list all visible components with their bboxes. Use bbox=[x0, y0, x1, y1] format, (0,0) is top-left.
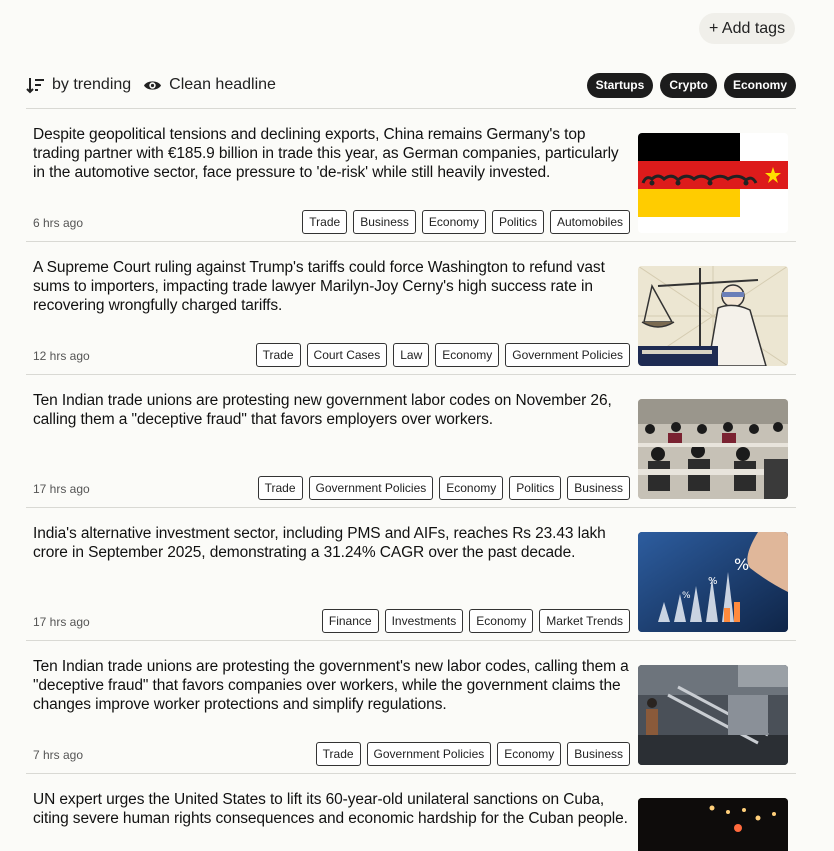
svg-text:%: % bbox=[734, 555, 750, 574]
svg-text:%: % bbox=[708, 576, 718, 587]
tag[interactable]: Trade bbox=[316, 742, 361, 766]
tag[interactable]: Economy bbox=[439, 476, 503, 500]
article-headline[interactable]: UN expert urges the United States to lift its 60-year-old unilateral sanctions on Cuba, citing severe human rights consequences and economic hardship for the Cuban people. bbox=[33, 791, 628, 827]
sort-label: by trending bbox=[52, 76, 132, 93]
article-feed bbox=[26, 108, 796, 851]
chip-economy[interactable]: Economy bbox=[724, 73, 796, 98]
article-card[interactable] bbox=[26, 507, 796, 640]
article-card[interactable] bbox=[26, 241, 796, 374]
article-time: 6 hrs ago bbox=[33, 216, 84, 230]
eye-icon bbox=[143, 76, 162, 95]
tag[interactable]: Trade bbox=[258, 476, 303, 500]
article-headline[interactable]: India's alternative investment sector, including PMS and AIFs, reaches Rs 23.43 lakh crore in September 2025, demonstrating a 31.24% CAGR over the past decade. bbox=[33, 525, 606, 561]
article-tags bbox=[310, 742, 630, 766]
article-tags bbox=[250, 343, 630, 367]
garment-factory-image bbox=[638, 399, 788, 499]
article-thumbnail[interactable] bbox=[638, 399, 788, 499]
clean-headline-toggle[interactable] bbox=[143, 76, 276, 95]
tag[interactable]: Business bbox=[567, 476, 630, 500]
article-headline[interactable]: A Supreme Court ruling against Trump's tariffs could force Washington to refund vast sums to importers, impacting trade lawyer Marilyn-Joy Cerny's high success rate in recovering wrongfully charged tariffs. bbox=[33, 259, 605, 314]
article-time: 17 hrs ago bbox=[33, 615, 90, 629]
tag[interactable]: Business bbox=[567, 742, 630, 766]
tag[interactable]: Finance bbox=[322, 609, 379, 633]
article-thumbnail[interactable] bbox=[638, 798, 788, 851]
tag[interactable]: Trade bbox=[302, 210, 347, 234]
feed-toolbar bbox=[26, 70, 796, 100]
tag[interactable]: Economy bbox=[497, 742, 561, 766]
tag[interactable]: Court Cases bbox=[307, 343, 388, 367]
tag[interactable]: Market Trends bbox=[539, 609, 630, 633]
tag-chips bbox=[580, 73, 796, 98]
article-thumbnail[interactable] bbox=[638, 665, 788, 765]
tag[interactable]: Economy bbox=[469, 609, 533, 633]
article-card[interactable] bbox=[26, 773, 796, 851]
chip-startups[interactable]: Startups bbox=[587, 73, 654, 98]
article-headline[interactable]: Ten Indian trade unions are protesting the government's new labor codes, calling them a "deceptive fraud" that favors companies over workers, while the government claims the changes improve worker protections and simplify regulations. bbox=[33, 658, 629, 713]
add-tags-button[interactable]: + Add tags bbox=[699, 13, 795, 44]
tag[interactable]: Government Policies bbox=[309, 476, 434, 500]
lady-justice-image bbox=[638, 266, 788, 366]
article-thumbnail[interactable] bbox=[638, 532, 788, 632]
article-thumbnail[interactable] bbox=[638, 266, 788, 366]
article-time: 7 hrs ago bbox=[33, 748, 84, 762]
tag[interactable]: Government Policies bbox=[367, 742, 492, 766]
article-headline[interactable]: Ten Indian trade unions are protesting new government labor codes on November 26, calling them a "deceptive fraud" that favors employers over workers. bbox=[33, 392, 612, 428]
tag[interactable]: Politics bbox=[509, 476, 561, 500]
tag[interactable]: Government Policies bbox=[505, 343, 630, 367]
article-headline[interactable]: Despite geopolitical tensions and declining exports, China remains Germany's top trading partner with €185.9 billion in trade this year, as German companies, particularly in the automotive sector, face pressure to 'de-risk' while still heavily invested. bbox=[33, 126, 619, 181]
article-time: 12 hrs ago bbox=[33, 349, 90, 363]
sort-toggle[interactable] bbox=[26, 76, 131, 95]
finance-growth-image bbox=[638, 532, 788, 632]
tag[interactable]: Economy bbox=[422, 210, 486, 234]
article-card[interactable] bbox=[26, 640, 796, 773]
article-thumbnail[interactable] bbox=[638, 133, 788, 233]
night-street-image bbox=[638, 798, 788, 851]
factory-worker-image bbox=[638, 665, 788, 765]
germany-china-flags-image bbox=[638, 133, 788, 233]
article-card[interactable] bbox=[26, 108, 796, 241]
article-time: 17 hrs ago bbox=[33, 482, 90, 496]
tag[interactable]: Investments bbox=[385, 609, 464, 633]
tag[interactable]: Economy bbox=[435, 343, 499, 367]
article-card[interactable] bbox=[26, 374, 796, 507]
view-label: Clean headline bbox=[169, 76, 276, 93]
svg-text:%: % bbox=[682, 591, 691, 601]
article-tags bbox=[316, 609, 630, 633]
tag[interactable]: Politics bbox=[492, 210, 544, 234]
chip-crypto[interactable]: Crypto bbox=[660, 73, 717, 98]
tag[interactable]: Law bbox=[393, 343, 429, 367]
article-tags bbox=[296, 210, 630, 234]
tag[interactable]: Trade bbox=[256, 343, 301, 367]
article-tags bbox=[252, 476, 630, 500]
tag[interactable]: Business bbox=[353, 210, 416, 234]
tag[interactable]: Automobiles bbox=[550, 210, 630, 234]
sort-descending-icon bbox=[26, 76, 45, 95]
